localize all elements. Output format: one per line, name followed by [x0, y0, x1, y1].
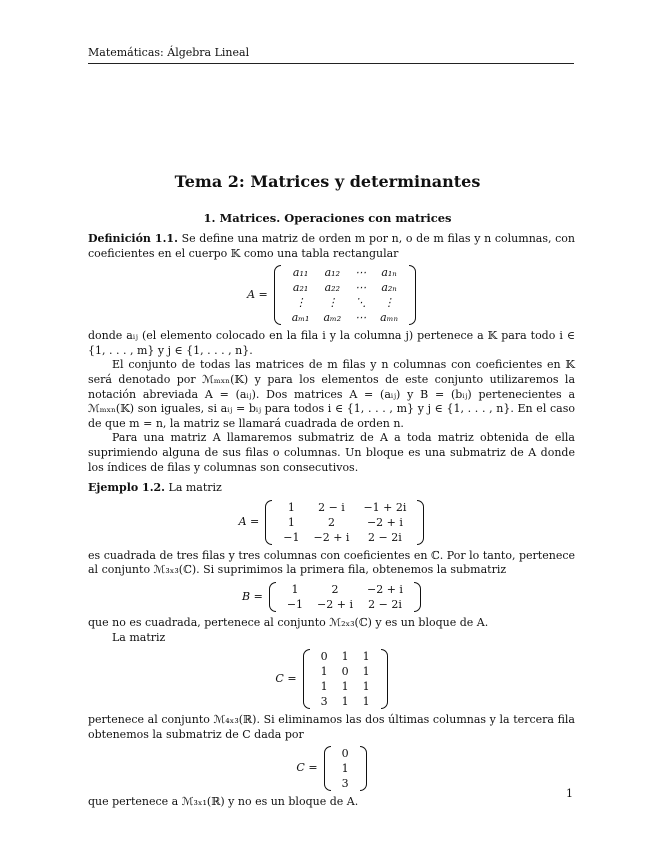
section-heading: 1. Matrices. Operaciones con matrices [203, 211, 452, 225]
definition-intro-text: Se define una matriz de orden m por n, o de m filas y n columnas, con coeficientes en el cuerpo 𝕂 como una tabla rectangular [88, 232, 576, 260]
matrix-row [314, 694, 377, 709]
example-intro-text: La matriz [168, 481, 222, 495]
matrix-entry: 1 [362, 650, 370, 664]
example-matrix-A-lhs: A = [238, 514, 260, 528]
matrix-row [335, 746, 356, 761]
example-matrix-B-display [88, 582, 575, 612]
matrix-entry: 1 [341, 650, 349, 664]
matrix-row [335, 761, 356, 776]
matrix-row [280, 582, 410, 597]
matrix-entry: 1 [362, 680, 370, 694]
matrix-entry: 3 [320, 695, 328, 709]
matrix-entry: 0 [341, 747, 349, 761]
matrix-entry: −2 + i [366, 515, 403, 529]
matrix-entry: a₁ₙ [381, 266, 397, 280]
chapter-title: Tema 2: Matrices y determinantes [174, 172, 481, 191]
matrix-entry: −2 + i [367, 582, 403, 596]
matrix-entry: ⋮ [326, 296, 338, 310]
left-paren-icon [303, 649, 310, 709]
matrix-entry: ⋯ [355, 311, 367, 325]
definition-para-3: Para una matriz A llamaremos submatriz de A a toda matriz obtenida de ella suprimiendo alguna de sus filas o columnas. Un bloque es una submatriz de A donde los índices de filas y columnas son consecutivos. [88, 431, 575, 474]
matrix-entry: −1 + 2i [363, 500, 407, 514]
matrix-entry: 1 [341, 695, 349, 709]
matrix-row [314, 679, 377, 694]
right-paren-icon [360, 746, 367, 791]
definition-label: Definición 1.1. [88, 232, 178, 245]
matrix-entry: 1 [341, 680, 349, 694]
matrix-A [274, 265, 416, 325]
matrix-entry: a₂₁ [292, 281, 309, 295]
matrix-entry: aₘ₂ [323, 311, 342, 325]
example-matrix-C [303, 649, 388, 709]
body-text [88, 232, 575, 810]
example-matrix-B-lhs: B = [242, 589, 263, 603]
right-paren-icon [417, 500, 424, 545]
matrix-row [280, 597, 410, 612]
right-paren-icon [381, 649, 388, 709]
matrix-entry: 0 [320, 650, 328, 664]
matrix-row [285, 280, 405, 295]
example-text-4: pertenece al conjunto ℳ₄ₓ₃(ℝ). Si eliminamos las dos últimas columnas y la tercera fila obtenemos la submatriz de C dada por [88, 713, 575, 741]
matrix-entry: 2 [331, 582, 339, 596]
example-matrix-C2-display [88, 746, 575, 791]
matrix-entry: 2 − 2i [368, 597, 402, 611]
example-matrix-C-lhs: C = [275, 671, 297, 685]
matrix-entry: a₂₂ [324, 281, 340, 295]
left-paren-icon [269, 582, 276, 612]
right-paren-icon [414, 582, 421, 612]
matrix-entry: −1 [286, 597, 304, 611]
page-number: 1 [566, 787, 573, 800]
example-intro [88, 481, 575, 496]
matrix-entry: 1 [291, 582, 299, 596]
example-matrix-A [265, 500, 424, 545]
matrix-entry: ⋮ [295, 296, 307, 310]
matrix-entry: −2 + i [317, 597, 353, 611]
matrix-entry: ⋮ [383, 296, 395, 310]
example-matrix-B-grid [280, 582, 410, 612]
matrix-entry: 3 [341, 777, 349, 791]
matrix-entry: 0 [341, 665, 349, 679]
matrix-entry: aₘₙ [380, 311, 398, 325]
example-text-3: La matriz [112, 630, 166, 644]
matrix-row [314, 664, 377, 679]
matrix-row [335, 776, 356, 791]
matrix-A-display [88, 265, 575, 325]
example-matrix-B [269, 582, 421, 612]
matrix-entry: 1 [287, 515, 295, 529]
matrix-entry: a₁₂ [324, 266, 340, 280]
matrix-entry: 2 − 2i [368, 530, 402, 544]
definition-after: donde aᵢⱼ (el elemento colocado en la fila i y la columna j) pertenece a 𝕂 para todo i ∈ {1, . . . , m} y j ∈ {1, . . . , n}. [88, 329, 575, 357]
matrix-row [314, 649, 377, 664]
example-matrix-C2-grid [335, 746, 356, 791]
matrix-entry: 1 [341, 762, 349, 776]
example-matrix-A-grid [276, 500, 413, 545]
matrix-row [285, 310, 405, 325]
matrix-entry: −2 + i [313, 530, 350, 544]
left-paren-icon [265, 500, 272, 545]
example-matrix-A-display [88, 500, 575, 545]
example-label: Ejemplo 1.2. [88, 481, 166, 495]
example-text-5: que pertenece a ℳ₃ₓ₁(ℝ) y no es un bloque de A. [88, 795, 359, 809]
matrix-row [276, 500, 413, 515]
matrix-entry: 2 [327, 515, 335, 529]
matrix-entry: 1 [320, 680, 328, 694]
definition-para-2: El conjunto de todas las matrices de m filas y n columnas con coeficientes en 𝕂 será denotado por ℳₘₓₙ(𝕂) y para los elementos de este conjunto utilizaremos la notación abreviada A = (aᵢⱼ). Dos matrices A = (aᵢⱼ) y B = (bᵢⱼ) pertenecientes a ℳₘₓₙ(𝕂) son iguales, si aᵢⱼ = bᵢⱼ para todos i ∈ {1, . . . , m} y j ∈ {1, . . . , n}. En el caso de que m = n, la matriz se llamará cuadrada de orden n. [88, 358, 575, 430]
matrix-entry: 1 [287, 500, 295, 514]
right-paren-icon [409, 265, 416, 325]
matrix-entry: a₁₁ [292, 266, 309, 280]
matrix-row [276, 530, 413, 545]
matrix-entry: ⋯ [355, 281, 367, 295]
matrix-entry: ⋱ [355, 296, 367, 310]
matrix-row [285, 265, 405, 280]
matrix-A-lhs: A = [247, 287, 268, 301]
matrix-entry: ⋯ [355, 266, 367, 280]
example-matrix-C-grid [314, 649, 377, 709]
example-matrix-C2 [324, 746, 367, 791]
example-matrix-C-display [88, 649, 575, 709]
matrix-A-grid [285, 265, 405, 325]
matrix-entry: aₘ₁ [291, 311, 310, 325]
matrix-row [276, 515, 413, 530]
matrix-entry: 1 [362, 665, 370, 679]
matrix-entry: −1 [283, 530, 300, 544]
example-text-2: que no es cuadrada, pertenece al conjunto ℳ₂ₓ₃(ℂ) y es un bloque de A. [88, 615, 489, 629]
example-matrix-C2-lhs: C = [296, 761, 318, 775]
definition-intro [88, 232, 575, 261]
left-paren-icon [324, 746, 331, 791]
matrix-entry: 1 [320, 665, 328, 679]
matrix-entry: 2 − i [318, 500, 345, 514]
example-text-1: es cuadrada de tres filas y tres columnas con coeficientes en ℂ. Por lo tanto, pertenece al conjunto ℳ₃ₓ₃(ℂ). Si suprimimos la primera fila, obtenemos la submatriz [88, 548, 575, 577]
matrix-entry: 1 [362, 695, 370, 709]
running-header: Matemáticas: Álgebra Lineal [88, 46, 574, 64]
left-paren-icon [274, 265, 281, 325]
matrix-row [285, 295, 405, 310]
matrix-entry: a₂ₙ [381, 281, 397, 295]
